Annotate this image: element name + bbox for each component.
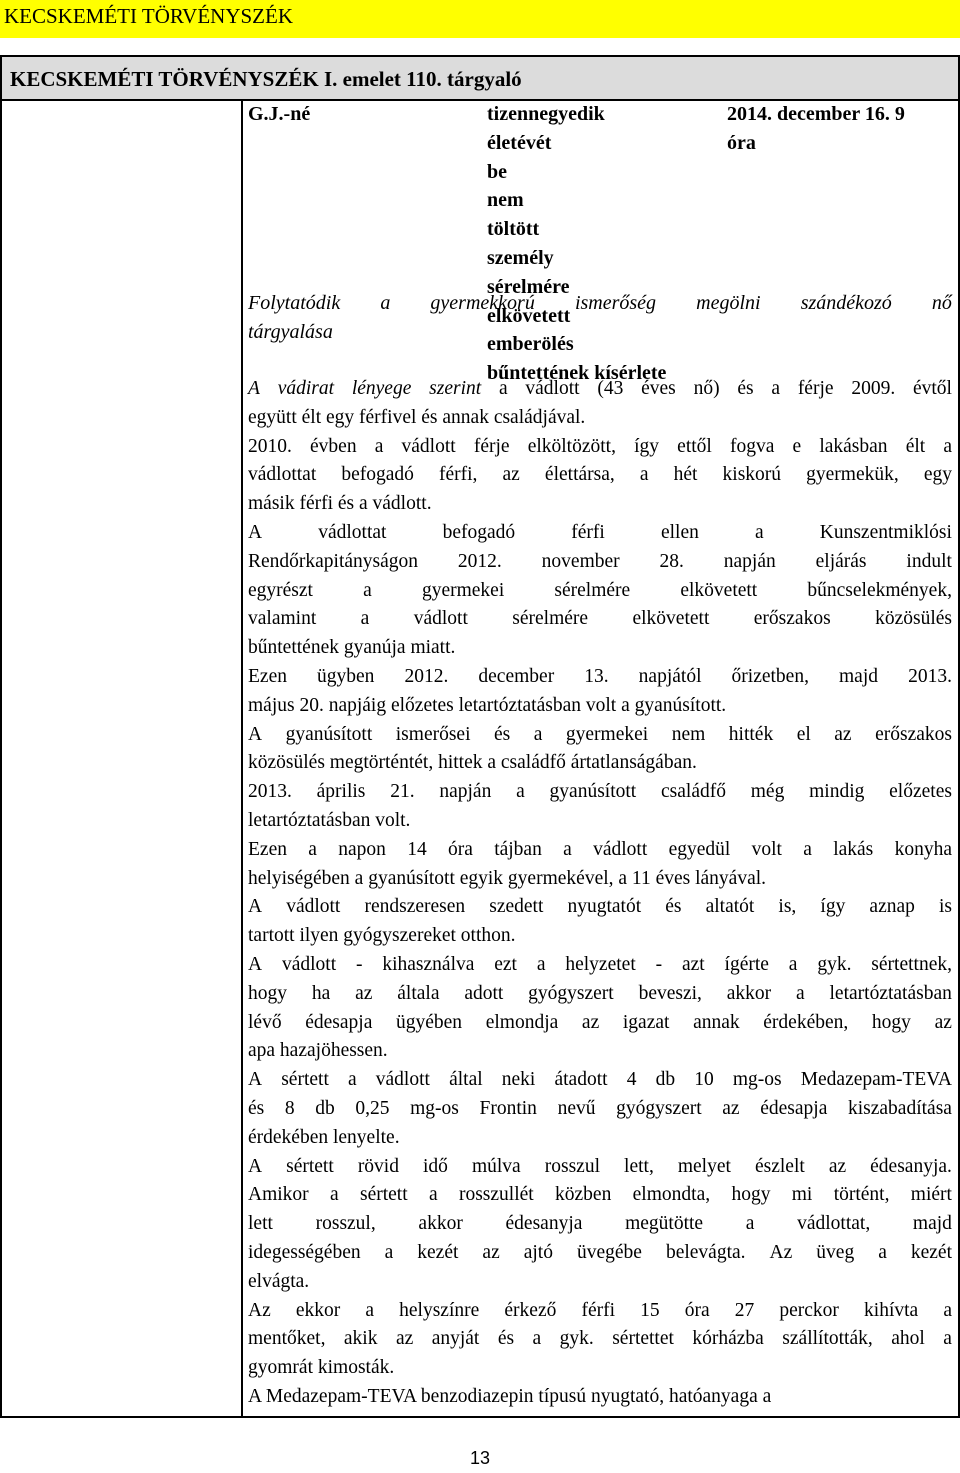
time-line: óra <box>727 131 756 154</box>
page-number: 13 <box>469 1448 491 1468</box>
paragraph-line: egyrészt a gyermekei sérelmére elkövetett bűncselekmények, <box>248 579 952 601</box>
paragraph-line: A vádlott - kihasználva ezt a helyzetet - azt ígérte a gyk. sértettnek, <box>248 953 952 975</box>
summary-paragraph <box>248 375 952 433</box>
case-subject <box>248 289 952 347</box>
summary-paragraph <box>248 951 952 1066</box>
hearing-date <box>727 100 952 158</box>
paragraph-line: lett rosszul, akkor édesanyja megütötte a vádlottat, majd <box>248 1213 952 1235</box>
column-divider <box>241 101 243 1416</box>
summary-paragraph <box>248 519 952 663</box>
paragraph-line: Rendőrkapitányságon 2012. november 28. napján eljárás indult <box>248 550 952 572</box>
defendant-name: G.J.-né <box>248 103 311 125</box>
charge-line: töltött személy <box>487 218 554 269</box>
paragraph-line: közösülés megtörténtét, hittek a családfő ártatlanságában. <box>248 752 697 774</box>
paragraph-line: A sértett rövid idő múlva rosszul lett, melyet észlelt az édesanyja. <box>248 1155 952 1177</box>
summary-paragraph <box>248 778 952 836</box>
summary-paragraph <box>248 721 952 779</box>
summary-paragraph <box>248 1297 952 1383</box>
charge-line: emberölés <box>487 333 574 356</box>
paragraph-line: hogy ha az általa adott gyógyszert beveszi, akkor a letartóztatásban <box>248 982 952 1004</box>
summary-paragraph <box>248 663 952 721</box>
paragraph-line: A Medazepam-TEVA benzodiazepin típusú nyugtató, hatóanyaga a <box>248 1385 772 1407</box>
paragraph-line: Amikor a sértett a rosszullét közben elmondta, hogy mi történt, miért <box>248 1184 952 1206</box>
paragraph-line: A vádlott rendszeresen szedett nyugtatót és altatót is, így aznap is <box>248 896 952 918</box>
paragraph-line: elvágta. <box>248 1270 310 1292</box>
summary-paragraph <box>248 893 952 951</box>
paragraph-line: bűntettének gyanúja miatt. <box>248 637 456 659</box>
date-line: 2014. december 16. 9 <box>727 103 905 125</box>
charge-line: életévét be nem <box>487 131 552 212</box>
paragraph-line: A vádlottat befogadó férfi ellen a Kunszentmiklósi <box>248 521 952 543</box>
case-summary <box>248 375 952 1412</box>
charge-line: bűntettének kísérlete <box>487 362 667 385</box>
paragraph-line: 2013. április 21. napján a gyanúsított családfő még mindig előzetes <box>248 781 952 803</box>
subject-line: Folytatódik a gyermekkorú ismerőség megölni szándékozó nő <box>248 292 952 314</box>
paragraph-line: A vádirat lényege szerint a vádlott (43 éves nő) és a férje 2009. évtől <box>248 378 952 399</box>
paragraph-line: érdekében lenyelte. <box>248 1126 400 1148</box>
location-header: KECSKEMÉTI TÖRVÉNYSZÉK I. emelet 110. tárgyaló <box>2 57 958 101</box>
paragraph-line: együtt élt egy férfivel és annak családjával. <box>248 406 586 428</box>
paragraph-line: tartott ilyen gyógyszereket otthon. <box>248 925 516 947</box>
paragraph-line: gyomrát kimosták. <box>248 1357 395 1379</box>
paragraph-line: másik férfi és a vádlott. <box>248 493 432 515</box>
paragraph-line: valamint a vádlott sérelmére elkövetett erőszakos közösülés <box>248 608 952 630</box>
summary-paragraph <box>248 836 952 894</box>
paragraph-line: A gyanúsított ismerősei és a gyermekei nem hitték el az erőszakos <box>248 723 952 745</box>
paragraph-line: mentőket, akik az anyját és a gyk. sértettet kórházba szállították, ahol a <box>248 1328 952 1350</box>
paragraph-line: lévő édesapja ügyében elmondja az igazat annak érdekében, hogy az <box>248 1011 952 1033</box>
summary-paragraph <box>248 1066 952 1152</box>
paragraph-line: A sértett a vádlott által neki átadott 4 db 10 mg-os Medazepam-TEVA <box>248 1069 952 1091</box>
charge-line: tizennegyedik <box>487 103 605 125</box>
paragraph-line: helyiségében a gyanúsított egyik gyermekével, a 11 éves lányával. <box>248 867 767 889</box>
paragraph-line: vádlottat befogadó férfi, az élettársa, a hét kiskorú gyermekük, egy <box>248 464 952 486</box>
paragraph-line: letartóztatásban volt. <box>248 809 411 831</box>
paragraph-line: május 20. napjáig előzetes letartóztatásban volt a gyanúsított. <box>248 694 727 716</box>
paragraph-line: és 8 db 0,25 mg-os Frontin nevű gyógyszert az édesapja kiszabadítása <box>248 1097 952 1119</box>
subject-line: tárgyalása <box>248 321 333 343</box>
paragraph-line: Az ekkor a helyszínre érkező férfi 15 óra 27 perckor kihívta a <box>248 1299 952 1321</box>
court-banner: KECSKEMÉTI TÖRVÉNYSZÉK <box>0 0 960 38</box>
paragraph-line: apa hazajöhessen. <box>248 1040 388 1062</box>
paragraph-line: Ezen a napon 14 óra tájban a vádlott egyedül volt a lakás konyha <box>248 838 952 860</box>
paragraph-line: 2010. évben a vádlott férje elköltözött, így ettől fogva e lakásban élt a <box>248 435 952 457</box>
paragraph-line: Ezen ügyben 2012. december 13. napjától őrizetben, majd 2013. <box>248 665 952 687</box>
summary-paragraph <box>248 433 952 519</box>
summary-paragraph <box>248 1383 952 1412</box>
charge-line: sérelmére elkövetett <box>487 275 571 327</box>
summary-paragraph <box>248 1153 952 1297</box>
paragraph-line: idegességében a kezét az ajtó üvegébe belevágta. Az üveg a kezét <box>248 1241 952 1263</box>
